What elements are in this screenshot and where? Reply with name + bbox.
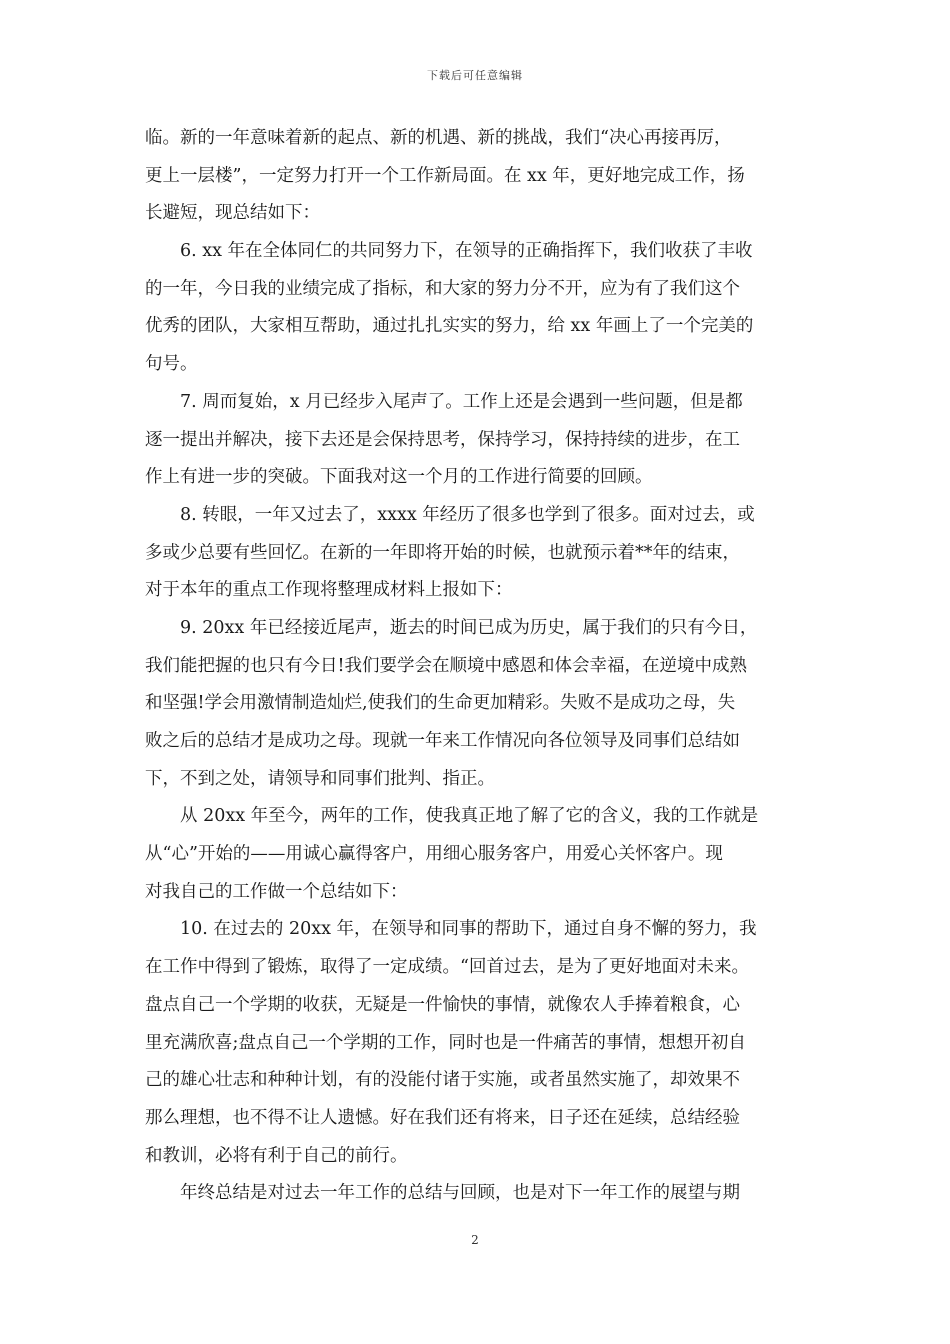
text-line: 和坚强!学会用激情制造灿烂,使我们的生命更加精彩。失败不是成功之母，失 [145, 693, 736, 714]
text-line: 在工作中得到了锻炼，取得了一定成绩。“回首过去，是为了更好地面对未来。 [145, 957, 749, 978]
text-line: 10. 在过去的 20xx 年，在领导和同事的帮助下，通过自身不懈的努力，我 [180, 919, 757, 940]
text-line: 长避短，现总结如下： [145, 203, 320, 224]
text-line: 的一年，今日我的业绩完成了指标，和大家的努力分不开，应为有了我们这个 [145, 278, 740, 299]
text-line: 败之后的总结才是成功之母。现就一年来工作情况向各位领导及同事们总结如 [145, 731, 740, 751]
text-line: 我们能把握的也只有今日!我们要学会在顺境中感恩和体会幸福，在逆境中成熟 [145, 655, 748, 676]
text-line: 多或少总要有些回忆。在新的一年即将开始的时候，也就预示着**年的结束， [145, 542, 740, 563]
text-line: 下，不到之处，请领导和同事们批判、指正。 [145, 768, 495, 789]
text-line: 对于本年的重点工作现将整理成材料上报如下： [145, 580, 513, 601]
text-line: 句号。 [145, 354, 198, 375]
page-number: 2 [471, 1233, 479, 1247]
text-line: 6. xx 年在全体同仁的共同努力下，在领导的正确指挥下，我们收获了丰收 [180, 241, 753, 262]
text-line: 作上有进一步的突破。下面我对这一个月的工作进行简要的回顾。 [145, 467, 653, 488]
text-line: 己的雄心壮志和种种计划，有的没能付诸于实施，或者虽然实施了，却效果不 [145, 1070, 740, 1091]
text-line: 从 20xx 年至今，两年的工作，使我真正地了解了它的含义，我的工作就是 [180, 806, 759, 827]
text-line: 对我自己的工作做一个总结如下： [145, 881, 408, 902]
text-line: 8. 转眼，一年又过去了，xxxx 年经历了很多也学到了很多。面对过去，或 [180, 504, 755, 525]
text-line: 里充满欣喜;盘点自己一个学期的工作，同时也是一件痛苦的事情，想想开初自 [145, 1032, 746, 1053]
text-line: 盘点自己一个学期的收获，无疑是一件愉快的事情，就像农人手捧着粮食，心 [145, 994, 740, 1015]
text-line: 优秀的团队，大家相互帮助，通过扎扎实实的努力，给 xx 年画上了一个完美的 [145, 316, 754, 337]
text-line: 年终总结是对过去一年工作的总结与回顾，也是对下一年工作的展望与期 [180, 1183, 740, 1204]
page-header: 下载后可任意编辑 [427, 69, 523, 82]
text-line: 和教训，必将有利于自己的前行。 [145, 1145, 408, 1166]
text-line: 7. 周而复始，x 月已经步入尾声了。工作上还是会遇到一些问题，但是都 [180, 391, 743, 412]
text-line: 临。新的一年意味着新的起点、新的机遇、新的挑战，我们“决心再接再厉， [145, 128, 732, 148]
text-line: 9. 20xx 年已经接近尾声，逝去的时间已成为历史，属于我们的只有今日， [180, 617, 758, 638]
text-line: 更上一层楼”，一定努力打开一个工作新局面。在 xx 年，更好地完成工作，扬 [145, 165, 745, 186]
text-line: 逐一提出并解决，接下去还是会保持思考，保持学习，保持持续的进步，在工 [145, 429, 740, 450]
text-line: 从“心”开始的——用诚心赢得客户，用细心服务客户，用爱心关怀客户。现 [145, 844, 723, 865]
document-body [145, 120, 820, 1213]
text-line: 那么理想，也不得不让人遗憾。好在我们还有将来，日子还在延续，总结经验 [145, 1107, 740, 1128]
